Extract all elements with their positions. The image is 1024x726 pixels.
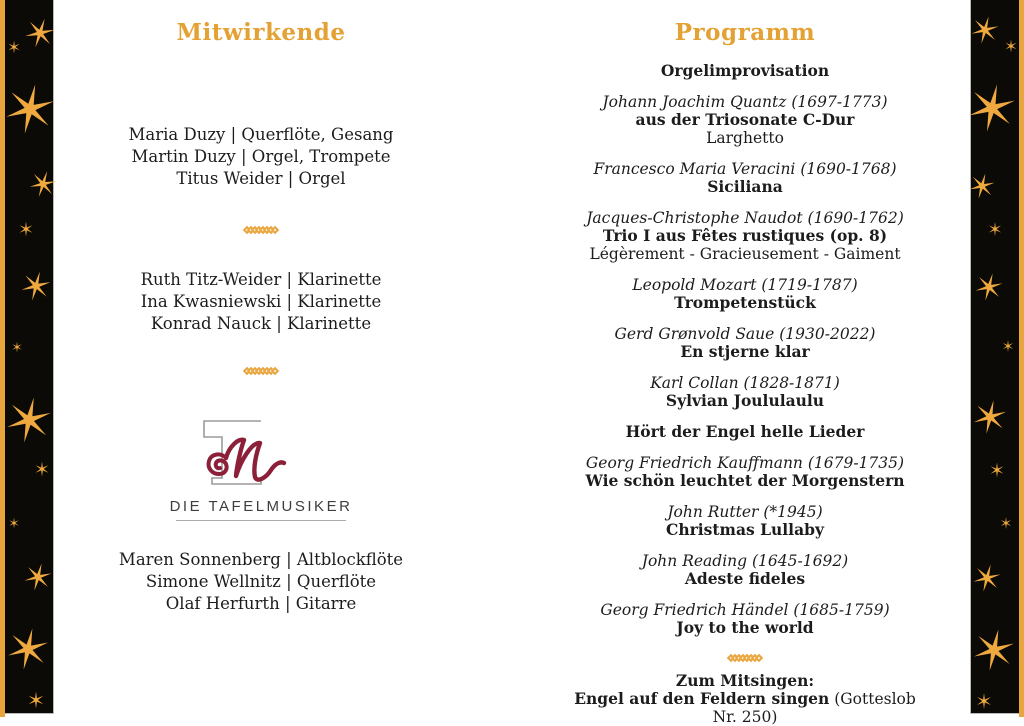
star-icon (29, 692, 44, 709)
performer-group-3 (75, 549, 447, 615)
tafelmusiker-wordmark: DIE TAFELMUSIKER (169, 498, 353, 515)
programm-section (563, 0, 927, 726)
star-icon (991, 463, 1004, 478)
diamond-divider (75, 222, 447, 236)
movement-line: Larghetto (706, 129, 784, 147)
piece-title: En stjerne klar (680, 342, 810, 361)
piece-title: Sylvian Joululaulu (665, 391, 825, 410)
performer-line: Olaf Herfurth | Gitarre (165, 594, 357, 613)
piece-title: Wie schön leuchtet der Morgenstern (585, 471, 905, 490)
performer-line: Ruth Titz-Weider | Klarinette (140, 270, 382, 289)
star-icon (967, 80, 1018, 136)
star-icon (1003, 340, 1013, 352)
star-icon (970, 13, 1001, 46)
composer-line: Karl Collan (1828-1871) (650, 374, 840, 392)
performer-group-1 (75, 124, 447, 190)
program-item (563, 374, 927, 410)
composer-line: Leopold Mozart (1719-1787) (632, 276, 858, 294)
piece-title: Trompetenstück (674, 293, 816, 312)
composer-line: John Reading (1645-1692) (641, 552, 849, 570)
right-border-band (970, 0, 1019, 714)
star-icon (1001, 517, 1011, 529)
star-icon (36, 462, 49, 477)
star-icon (9, 518, 19, 529)
program-item (563, 503, 927, 539)
performer-line: Maria Duzy | Querflöte, Gesang (128, 125, 394, 144)
program-item (563, 93, 927, 147)
diamond-divider (563, 650, 927, 664)
star-icon (974, 270, 1005, 303)
star-icon (972, 397, 1008, 436)
tafelmusiker-logo-icon (196, 400, 326, 496)
composer-line: Johann Joachim Quantz (1697-1773) (602, 93, 888, 111)
piece-title: Hört der Engel helle Lieder (625, 422, 865, 441)
piece-title: Trio I aus Fêtes rustiques (op. 8) (602, 226, 888, 245)
mitwirkende-heading: Mitwirkende (176, 19, 346, 46)
star-icon (5, 393, 54, 446)
composer-line: Francesco Maria Veracini (1690-1768) (593, 160, 897, 178)
star-icon (1005, 40, 1016, 53)
right-gold-stripe (1019, 0, 1024, 717)
performer-line: Martin Duzy | Orgel, Trompete (131, 147, 391, 166)
composer-line: Jacques-Christophe Naudot (1690-1762) (586, 209, 904, 227)
program-item (563, 454, 927, 490)
composer-line: Gerd Grønvold Saue (1930-2022) (614, 325, 876, 343)
piece-title: Orgelimprovisation (660, 61, 830, 80)
singalong-footer (563, 672, 927, 726)
left-border-band (5, 0, 54, 714)
star-icon (989, 222, 1001, 236)
star-icon (968, 171, 996, 202)
star-icon (23, 15, 57, 52)
performer-line: Titus Weider | Orgel (176, 169, 346, 188)
program-item (563, 325, 927, 361)
star-icon (20, 222, 33, 237)
singalong-piece (563, 690, 927, 726)
star-icon (20, 268, 53, 304)
star-icon (12, 342, 22, 353)
left-gold-stripe (0, 0, 5, 717)
piece-title: aus der Triosonate C-Dur (635, 110, 855, 129)
star-icon (977, 693, 991, 709)
program-item (563, 160, 927, 196)
left-star-decoration (5, 0, 53, 713)
piece-title: Adeste fideles (684, 569, 806, 588)
programm-heading: Programm (674, 19, 816, 46)
composer-line: Georg Friedrich Kauffmann (1679-1735) (585, 454, 905, 472)
composer-line: John Rutter (*1945) (667, 503, 823, 521)
mitwirkende-section (75, 0, 447, 717)
star-icon (23, 560, 54, 593)
piece-title: Christmas Lullaby (666, 520, 824, 539)
star-icon (8, 41, 19, 54)
star-icon (972, 626, 1016, 675)
diamond-divider (75, 363, 447, 377)
programm-list (563, 62, 927, 726)
logo-rule (176, 520, 346, 521)
right-star-decoration (971, 0, 1019, 713)
singalong-label: Zum Mitsingen: (675, 671, 815, 690)
program-item (563, 209, 927, 263)
movement-line: Légèrement - Gracieusement - Gaiment (589, 245, 901, 263)
piece-title: Joy to the world (676, 618, 814, 637)
program-item (563, 276, 927, 312)
performer-line: Maren Sonnenberg | Altblockflöte (118, 550, 404, 569)
program-item (563, 601, 927, 637)
star-icon (4, 80, 57, 138)
piece-title: Siciliana (707, 177, 783, 196)
performer-line: Ina Kwasniewski | Klarinette (140, 292, 382, 311)
star-icon (972, 561, 1003, 594)
tafelmusiker-logo (75, 400, 447, 521)
star-icon (28, 168, 59, 201)
program-item (563, 552, 927, 588)
singalong-piece-ref: (Gotteslob Nr. 250) (712, 690, 916, 726)
program-item (563, 423, 927, 441)
performer-line: Simone Wellnitz | Querflöte (145, 572, 377, 591)
star-icon (6, 625, 50, 674)
performer-line: Konrad Nauck | Klarinette (150, 314, 372, 333)
composer-line: Georg Friedrich Händel (1685-1759) (600, 601, 890, 619)
program-item (563, 62, 927, 80)
performer-group-2 (75, 269, 447, 335)
singalong-piece-title: Engel auf den Feldern singen (574, 689, 830, 708)
